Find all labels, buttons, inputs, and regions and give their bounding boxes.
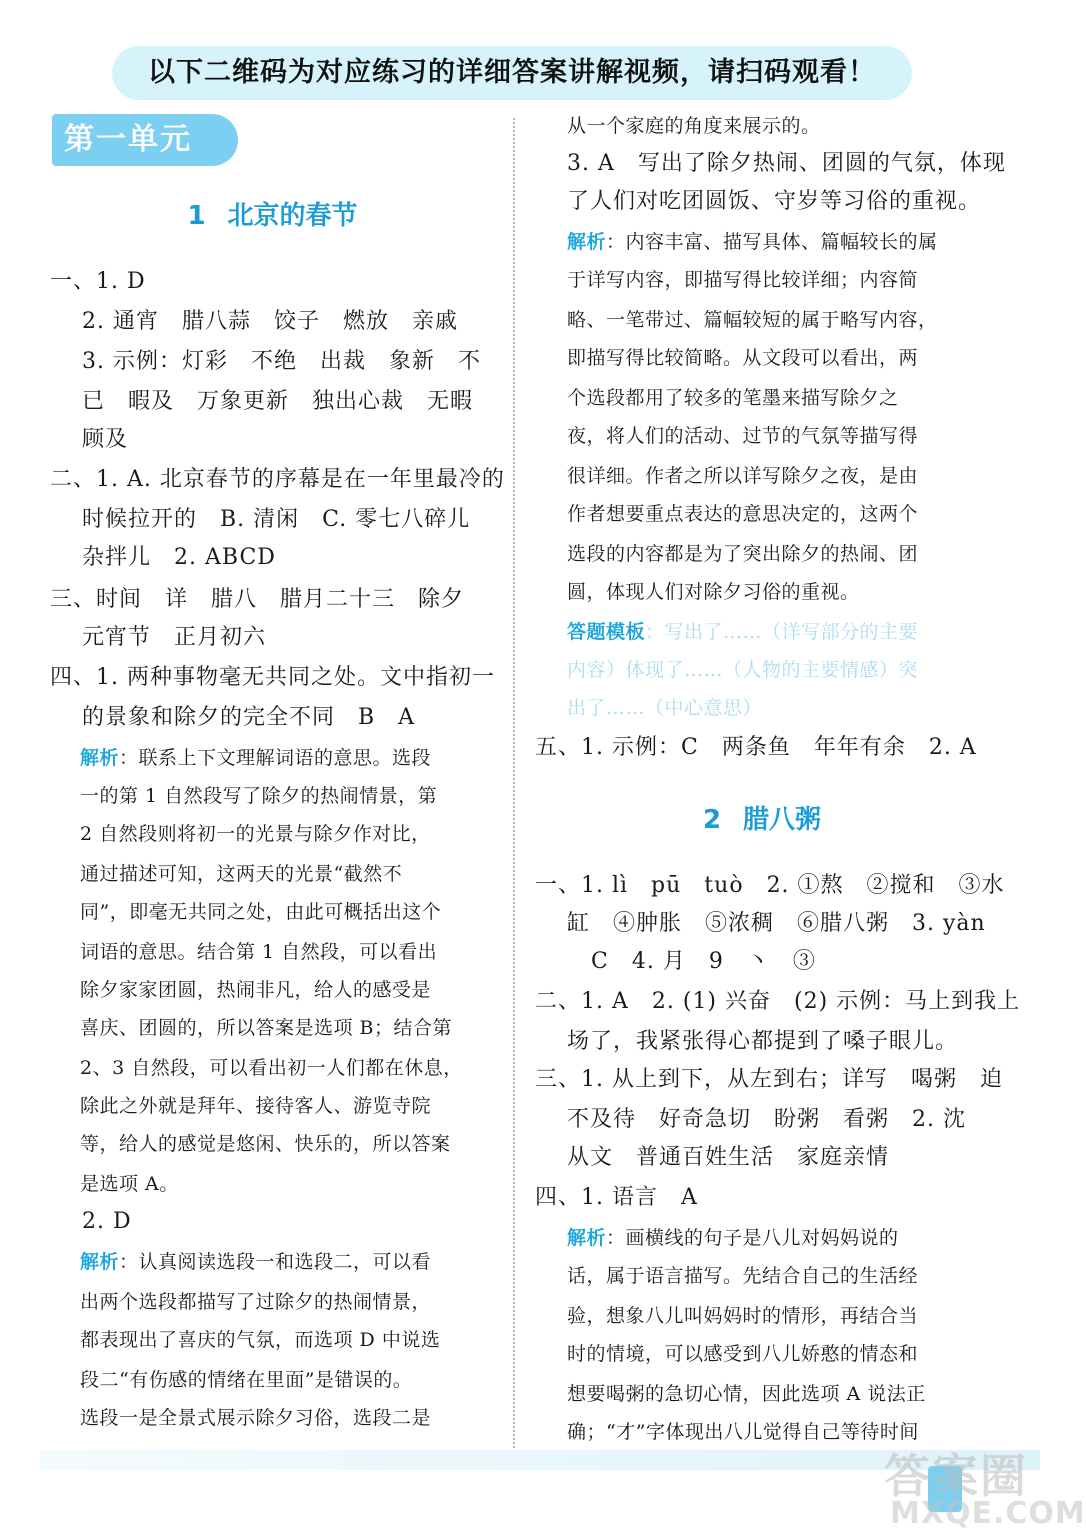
- analysis-line: 夜，将人们的活动、过节的气氛等描写得: [567, 425, 919, 447]
- template-line: 内容）体现了……（人物的主要情感）突: [567, 659, 919, 681]
- analysis-label: 解析: [80, 747, 120, 769]
- analysis-label: 解析: [567, 1227, 607, 1249]
- analysis-line: 同”，即毫无共同之处，由此可概括出这个: [80, 901, 442, 923]
- analysis-line: 解析：认真阅读选段一和选段二，可以看: [80, 1251, 432, 1273]
- analysis-line: 很详细。作者之所以详写除夕之夜，是由: [567, 465, 919, 487]
- answer-line: 缸 ④肿胀 ⑤浓稠 ⑥腊八粥 3. yàn: [567, 911, 986, 936]
- analysis-line: 出两个选段都描写了过除夕的热闹情景，: [80, 1291, 432, 1313]
- answer-line: 场了，我紧张得心都提到了嗓子眼儿。: [567, 1029, 959, 1054]
- analysis-line: 选段一是全景式展示除夕习俗，选段二是: [80, 1407, 432, 1429]
- analysis-line: 等，给人的感觉是悠闲、快乐的，所以答案: [80, 1133, 451, 1155]
- lesson-title-1: 1 北京的春节: [187, 201, 358, 231]
- analysis-line: 从一个家庭的角度来展示的。: [567, 115, 821, 137]
- analysis-line: 时的情境，可以感受到八儿娇憨的情态和: [567, 1343, 919, 1365]
- analysis-line: 解析：画横线的句子是八儿对妈妈说的: [567, 1227, 899, 1249]
- analysis-line: 2、3 自然段，可以看出初一人们都在休息，: [80, 1057, 463, 1079]
- column-divider: [513, 118, 515, 1448]
- answer-line: 二、1. A. 北京春节的序幕是在一年里最冷的: [50, 467, 505, 492]
- answer-line: 三、1. 从上到下，从左到右；详写 喝粥 迫: [535, 1067, 1003, 1092]
- answer-line: 五、1. 示例：C 两条鱼 年年有余 2. A: [535, 735, 977, 760]
- analysis-line: 略、一笔带过、篇幅较短的属于略写内容，: [567, 309, 938, 331]
- answer-line: 3. A 写出了除夕热闹、团圆的气氛，体现: [567, 151, 1006, 176]
- analysis-label: 解析: [80, 1251, 120, 1273]
- answer-line: 一、1. lì pū tuò 2. ①熬 ②搅和 ③水: [535, 873, 1005, 898]
- analysis-line: 除此之外就是拜年、接待客人、游览寺院: [80, 1095, 432, 1117]
- answer-line: 四、1. 语言 A: [535, 1185, 698, 1210]
- video-banner: [112, 46, 912, 100]
- answer-line: 顾及: [82, 427, 129, 452]
- analysis-label: 解析: [567, 231, 607, 253]
- analysis-line: 选段的内容都是为了突出除夕的热闹、团: [567, 543, 919, 565]
- answer-line: 元宵节 正月初六: [82, 625, 267, 650]
- analysis-line: 喜庆、团圆的，所以答案是选项 B；结合第: [80, 1017, 453, 1039]
- template-line: 出了……（中心意思）: [567, 697, 763, 719]
- analysis-line: 想要喝粥的急切心情，因此选项 A 说法正: [567, 1383, 926, 1405]
- answer-line: 了人们对吃团圆饭、守岁等习俗的重视。: [567, 189, 982, 214]
- answer-line: 一、1. D: [50, 269, 146, 294]
- unit-tag: [52, 114, 238, 166]
- answer-line: 三、时间 详 腊八 腊月二十三 除夕: [50, 587, 465, 612]
- analysis-line: 解析：内容丰富、描写具体、篇幅较长的属: [567, 231, 938, 253]
- analysis-line: 通过描述可知，这两天的光景“截然不: [80, 863, 403, 885]
- answer-line: 的景象和除夕的完全不同 B A: [82, 705, 416, 730]
- answer-line: 二、1. A 2. (1) 兴奋 (2) 示例：马上到我上: [535, 989, 1021, 1014]
- analysis-line: 是选项 A。: [80, 1173, 179, 1195]
- watermark-logo: 答案圈 MXQE.COM: [884, 1449, 1086, 1531]
- analysis-line: 圆，体现人们对除夕习俗的重视。: [567, 581, 860, 603]
- analysis-line: 确；“才”字体现出八儿觉得自己等待时间: [567, 1421, 919, 1443]
- analysis-line: 2 自然段则将初一的光景与除夕作对比，: [80, 823, 431, 845]
- answer-line: C 4. 月 9 丶 ③: [591, 949, 816, 974]
- analysis-line: 词语的意思。结合第 1 自然段，可以看出: [80, 941, 438, 963]
- analysis-line: 于详写内容，即描写得比较详细；内容简: [567, 269, 919, 291]
- analysis-line: 作者想要重点表达的意思决定的，这两个: [567, 503, 919, 525]
- answer-line: 3. 示例：灯彩 不绝 出裁 象新 不: [82, 349, 481, 374]
- analysis-line: 一的第 1 自然段写了除夕的热闹情景，第: [80, 785, 438, 807]
- analysis-line: 即描写得比较简略。从文段可以看出，两: [567, 347, 919, 369]
- analysis-line: 验，想象八儿叫妈妈时的情形，再结合当: [567, 1305, 919, 1327]
- answer-line: 从文 普通百姓生活 家庭亲情: [567, 1145, 890, 1170]
- analysis-line: 个选段都用了较多的笔墨来描写除夕之: [567, 387, 899, 409]
- analysis-line: 都表现出了喜庆的气氛，而选项 D 中说选: [80, 1329, 441, 1351]
- answer-line: 四、1. 两种事物毫无共同之处。文中指初一: [50, 665, 495, 690]
- analysis-line: 除夕家家团圆，热闹非凡，给人的感受是: [80, 979, 432, 1001]
- template-line: 答题模板：写出了……（详写部分的主要: [567, 621, 919, 643]
- unit-tag-label: 第一单元: [64, 122, 192, 157]
- answer-line: 2. 通宵 腊八蒜 饺子 燃放 亲戚: [82, 309, 458, 334]
- analysis-line: 话，属于语言描写。先结合自己的生活经: [567, 1265, 919, 1287]
- answer-line: 不及待 好奇急切 盼粥 看粥 2. 沈: [567, 1107, 966, 1132]
- answer-line: 已 暇及 万象更新 独出心裁 无暇: [82, 389, 474, 414]
- answer-line: 杂拌儿 2. ABCD: [82, 545, 276, 570]
- analysis-line: 解析：联系上下文理解词语的意思。选段: [80, 747, 432, 769]
- banner-text: 以下二维码为对应练习的详细答案讲解视频，请扫码观看！: [148, 57, 876, 88]
- answer-line: 时候拉开的 B. 清闲 C. 零七八碎儿: [82, 507, 471, 532]
- analysis-line: 段二“有伤感的情绪在里面”是错误的。: [80, 1369, 413, 1391]
- answer-line: 2. D: [82, 1209, 132, 1234]
- lesson-title-2: 2 腊八粥: [702, 805, 822, 835]
- template-label: 答题模板: [567, 621, 646, 643]
